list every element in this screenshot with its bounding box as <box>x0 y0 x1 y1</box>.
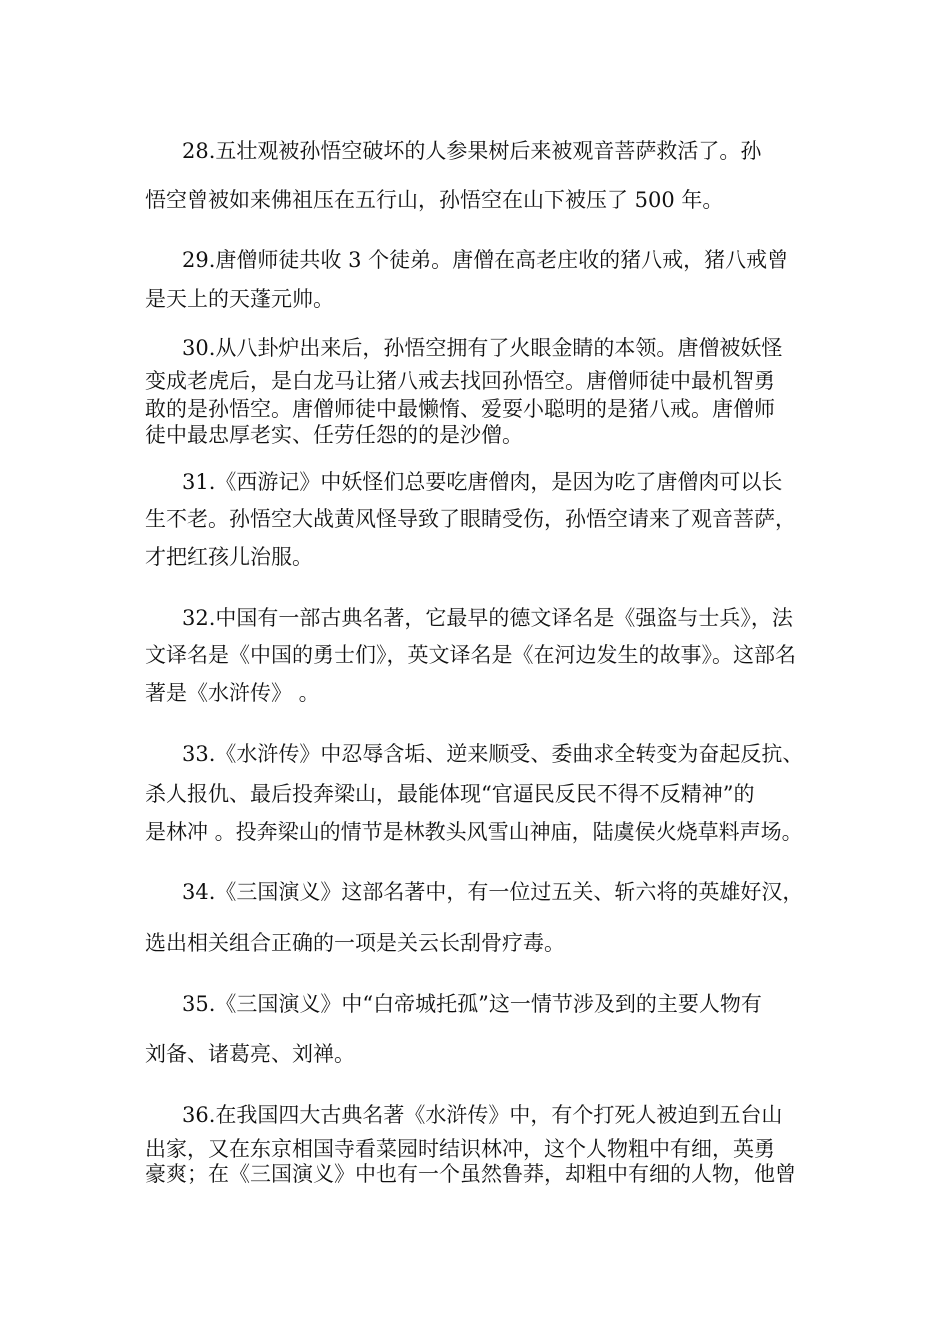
text-line: 是天上的天蓬元帅。 <box>145 287 334 311</box>
text-line: 36.在我国四大古典名著《水浒传》中，有个打死人被迫到五台山 <box>182 1103 783 1127</box>
text-line: 豪爽；在《三国演义》中也有一个虽然鲁莽，却粗中有细的人物，他曾 <box>145 1162 796 1186</box>
text-line: 敢的是孙悟空。唐僧师徒中最懒惰、爱耍小聪明的是猪八戒。唐僧师 <box>145 397 775 421</box>
text-line: 33.《水浒传》中忍辱含垢、逆来顺受、委曲求全转变为奋起反抗、 <box>182 742 804 766</box>
text-line: 变成老虎后，是白龙马让猪八戒去找回孙悟空。唐僧师徒中最机智勇 <box>145 369 775 393</box>
text-line: 29.唐僧师徒共收 3 个徒弟。唐僧在高老庄收的猪八戒，猪八戒曾 <box>182 248 789 272</box>
text-line: 出家，又在东京相国寺看菜园时结识林冲，这个人物粗中有细，英勇 <box>145 1137 775 1161</box>
text-line: 生不老。孙悟空大战黄风怪导致了眼睛受伤，孙悟空请来了观音菩萨， <box>145 507 796 531</box>
text-line: 是林冲 。投奔梁山的情节是林教头风雪山神庙，陆虞侯火烧草料声场。 <box>145 820 803 844</box>
text-line: 32.中国有一部古典名著，它最早的德文译名是《强盗与士兵》，法 <box>182 606 793 630</box>
text-line: 35.《三国演义》中“白帝城托孤”这一情节涉及到的主要人物有 <box>182 992 762 1016</box>
text-line: 悟空曾被如来佛祖压在五行山，孙悟空在山下被压了 500 年。 <box>145 188 724 212</box>
text-line: 28.五壮观被孙悟空破坏的人参果树后来被观音菩萨救活了。孙 <box>182 139 762 163</box>
text-line: 徒中最忠厚老实、任劳任怨的的是沙僧。 <box>145 423 523 447</box>
text-line: 31.《西游记》中妖怪们总要吃唐僧肉，是因为吃了唐僧肉可以长 <box>182 470 783 494</box>
text-line: 选出相关组合正确的一项是关云长刮骨疗毒。 <box>145 931 565 955</box>
text-line: 34.《三国演义》这部名著中，有一位过五关、斩六将的英雄好汉， <box>182 880 804 904</box>
text-line: 30.从八卦炉出来后，孙悟空拥有了火眼金睛的本领。唐僧被妖怪 <box>182 336 783 360</box>
text-line: 杀人报仇、最后投奔梁山，最能体现“官逼民反民不得不反精神”的 <box>145 782 755 806</box>
text-line: 才把红孩儿治服。 <box>145 545 313 569</box>
text-line: 文译名是《中国的勇士们》，英文译名是《在河边发生的故事》。这部名 <box>145 643 796 667</box>
text-line: 著是《水浒传》 。 <box>145 681 320 705</box>
text-line: 刘备、诸葛亮、刘禅。 <box>145 1042 355 1066</box>
